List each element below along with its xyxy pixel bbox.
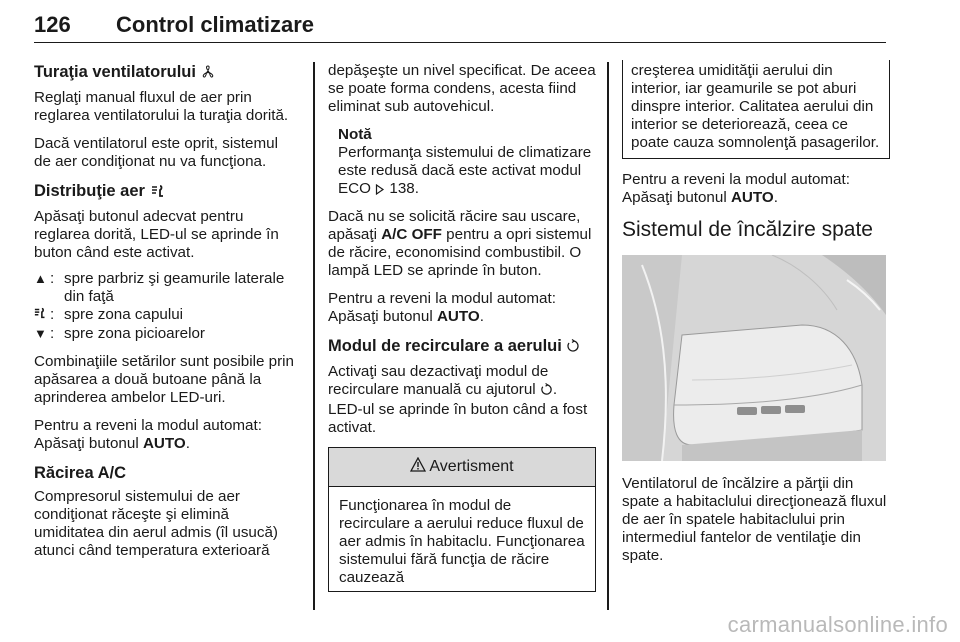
list-item: ▲ : spre parbriz şi geamurile laterale din faţă [34,270,285,305]
arrow-down-icon: ▼ [34,326,47,341]
recirculation-icon [566,338,580,358]
paragraph: Combinaţiile setărilor sunt posibile prin apăsarea a două butoane până la aprinderea ambelor LED-uri. [34,353,294,406]
paragraph: Pentru a reveni la modul automat: Apăsaţi butonul AUTO. [328,290,556,325]
paragraph: Dacă nu se solicită răcire sau uscare, apăsaţi A/C OFF pentru a opri sistemul de răcire, economisind combustibil. O lampă LED se aprinde în buton. [328,208,592,279]
chapter-title: Control climatizare [116,12,315,37]
head-airflow-icon [34,306,50,325]
section-title-recirculation: Modul de recirculare a aerului [328,336,596,358]
column-divider [313,62,315,610]
air-distribution-icon [150,183,166,203]
recirculation-icon [540,383,553,401]
page-reference-icon [375,182,385,200]
fan-icon [201,64,215,84]
warning-header: Avertisment [329,448,595,487]
warning-triangle-icon [410,457,426,477]
column-1 [34,62,298,570]
section-title-rear-heater: Sistemul de încălzire spate [622,218,873,241]
paragraph: LED-ul se aprinde în buton când a fost activat. [328,401,588,436]
paragraph: Pentru a reveni la modul automat: Apăsaţi butonul AUTO. [34,417,262,452]
note-block [338,126,596,200]
list-item: : spre zona capului [34,306,298,325]
paragraph: Activaţi sau dezactivaţi modul de recirculare manuală cu ajutorul . [328,363,596,401]
warning-text: Funcţionarea în modul de recirculare a aerului reduce fluxul de aer admis în habitaclu. Funcţionarea sistemului fără funcţia de răcire cauzează [339,497,585,586]
list-item: ▼ : spre zona picioarelor [34,325,205,342]
page-number: 126 [34,12,71,37]
rear-heater-vent-illustration [622,255,886,461]
paragraph: Apăsaţi butonul adecvat pentru reglarea dorită, LED-ul se aprinde în buton când este activat. [34,208,279,261]
warning-continuation: creşterea umidităţii aerului din interior, iar geamurile se pot aburi dinspre interior. Calitatea aerului din interior se deteriorează, ceea ce poate cauza somnolenţă pasagerilor. [622,60,890,159]
arrow-up-icon: ▲ [34,271,47,286]
warning-box [328,447,596,592]
paragraph: Ventilatorul de încălzire a părţii din spate a habitaclului direcţionează fluxul de aer în spatele habitaclului prin intermediul fantelor de ventilaţie din spate. [622,475,887,564]
paragraph: Dacă ventilatorul este oprit, sistemul de aer condiţionat nu va funcţiona. [34,135,278,170]
paragraph: Reglaţi manual fluxul de aer prin reglarea ventilatorului la turaţia dorită. [34,89,289,124]
distribution-list [34,270,298,343]
paragraph: depăşeşte un nivel specificat. De aceea se poate forma condens, acesta fiind eliminat sub autovehicul. [328,62,596,115]
paragraph: Pentru a reveni la modul automat: Apăsaţi butonul AUTO. [622,171,850,206]
paragraph: Compresorul sistemului de aer condiţionat răceşte şi elimină umiditatea din aerul admis (îl usucă) atunci când temperatura exterioară [34,488,278,559]
section-title-distribution: Distribuţie aer [34,181,298,203]
section-title-ac: Răcirea A/C [34,464,127,482]
note-title: Notă [338,126,372,143]
page-header [34,12,886,43]
column-2 [328,62,596,592]
watermark: carmanualsonline.info [727,612,948,637]
section-title-fan: Turaţia ventilatorului [34,62,298,84]
note-text: Performanţa sistemului de climatizare este redusă dacă este activat modul ECO 138. [338,144,596,200]
column-3 [622,62,890,575]
column-divider [607,62,609,610]
